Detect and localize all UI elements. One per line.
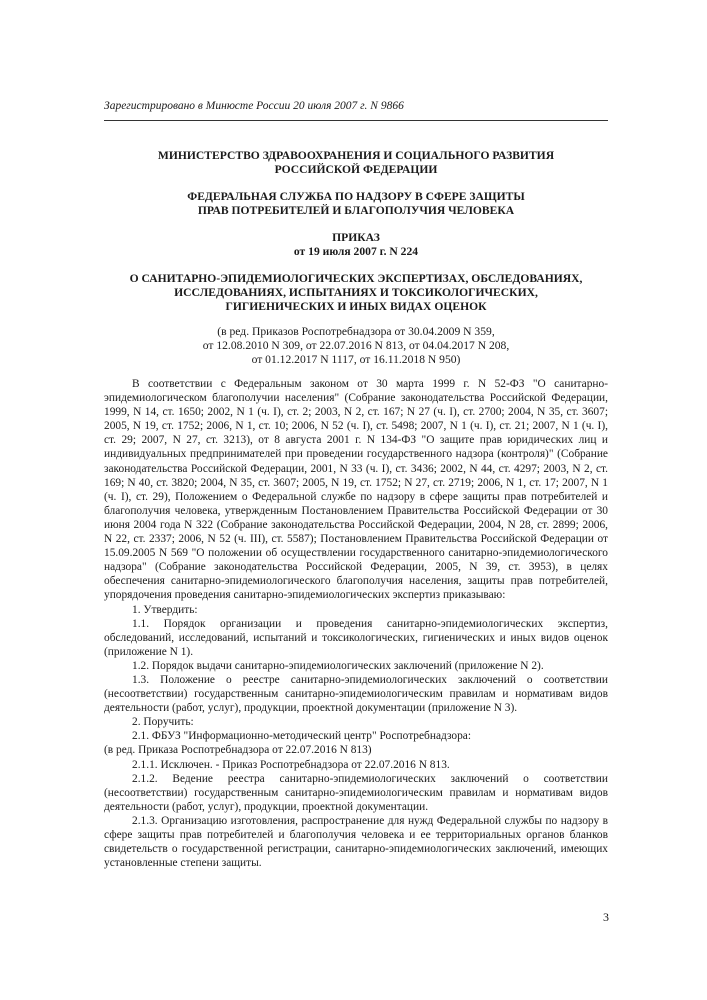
item-2-1-1: 2.1.1. Исключен. - Приказ Роспотребнадзора от 22.07.2016 N 813. <box>132 758 450 771</box>
registration-note: Зарегистрировано в Минюсте России 20 июля 2007 г. N 9866 <box>104 100 404 112</box>
subject-line: ГИГИЕНИЧЕСКИХ И ИНЫХ ВИДАХ ОЦЕНОК <box>225 300 487 313</box>
amendment-line: от 12.08.2010 N 309, от 22.07.2016 N 813, от 04.04.2017 N 208, <box>202 339 510 352</box>
page-number: 3 <box>603 910 609 924</box>
amendment-line: от 01.12.2017 N 1117, от 16.11.2018 N 950) <box>251 353 461 366</box>
item-2-1-2: 2.1.2. Ведение реестра санитарно-эпидемиологических заключений о соответствии (несоответствии) государственным санитарно-эпидемиологическим правилам и нормативам видов деятельности (работ, услуг), продукции, проектной документации. <box>104 772 608 813</box>
item-2-1-3: 2.1.3. Организацию изготовления, распространение для нужд Федеральной службы по надзору в сфере защиты прав потребителей и благополучия человека и ее территориальных органов бланков свидетельств о государственной регистрации, санитарно-эпидемиологических заключений, имеющих установленные степени защиты. <box>104 814 608 870</box>
amendments-note <box>104 325 608 367</box>
service-line: ПРАВ ПОТРЕБИТЕЛЕЙ И БЛАГОПОЛУЧИЯ ЧЕЛОВЕКА <box>197 204 515 217</box>
item-2-1: 2.1. ФБУЗ "Информационно-методический центр" Роспотребнадзора: <box>132 730 471 743</box>
order-heading <box>104 231 608 259</box>
ministry-line: МИНИСТЕРСТВО ЗДРАВООХРАНЕНИЯ И СОЦИАЛЬНОГО РАЗВИТИЯ <box>157 149 555 162</box>
service-heading <box>104 190 608 218</box>
item-1-3: 1.3. Положение о реестре санитарно-эпидемиологических заключений о соответствии (несоответствии) государственным санитарно-эпидемиологическим правилам и нормативам видов деятельности (работ, услуг), продукции, проектной документации (приложение N 3). <box>104 673 608 715</box>
preamble-paragraph: В соответствии с Федеральным законом от 30 марта 1999 г. N 52-ФЗ "О санитарно-эпидемиологическом благополучии населения" (Собрание законодательства Российской Федерации, 1999, N 14, ст. 1650; 2002, N 1 (ч. I), ст. 2; 2003, N 2, ст. 167; N 27 (ч. I), ст. 2700; 2004, N 35, ст. 3607; 2005, N 19, ст. 1752; 2006, N 1, ст. 10; 2006, N 52 (ч. I), ст. 5498; 2007, N 1 (ч. I), ст. 21; 2007, N 1 (ч. I), ст. 29; 2007, N 27, ст. 3213), от 8 августа 2001 г. N 134-ФЗ "О защите прав юридических лиц и индивидуальных предпринимателей при проведении государственного надзора (контроля)" (Собрание законодательства Российской Федерации, 2001, N 33 (ч. I), ст. 3436; 2002, N 44, ст. 4297; 2003, N 2, ст. 169; N 40, ст. 3820; 2004, N 35, ст. 3607; 2005, N 19, ст. 1752; N 27, ст. 2719; 2006, N 1, ст. 17; 2007, N 1 (ч. I), ст. 29), Положением о Федеральной службе по надзору в сфере защиты прав потребителей и благополучия человека, утвержденным Постановлением Правительства Российской Федерации от 30 июня 2004 года N 322 (Собрание законодательства Российской Федерации, 2004, N 28, ст. 2899; 2006, N 22, ст. 2337; 2006, N 52 (ч. III), ст. 5587); Постановлением Правительства Российской Федерации от 15.09.2005 N 569 "О положении об осуществлении государственного санитарно-эпидемиологического надзора" (Собрание законодательства Российской Федерации, 2005, N 39, ст. 3953), в целях обеспечения санитарно-эпидемиологического благополучия населения, защиты прав потребителей, упорядочения проведения санитарно-эпидемиологических экспертиз приказываю: <box>104 378 608 602</box>
order-body <box>104 377 608 870</box>
order-date: от 19 июля 2007 г. N 224 <box>293 245 419 258</box>
order-subject <box>104 272 608 314</box>
item-1: 1. Утвердить: <box>132 603 198 616</box>
item-1-1: 1.1. Порядок организации и проведения санитарно-эпидемиологических экспертиз, обследований, исследований, испытаний и токсикологических, гигиенических и иных видов оценок (приложение N 1). <box>104 617 608 658</box>
item-2: 2. Поручить: <box>132 716 194 729</box>
item-1-2: 1.2. Порядок выдачи санитарно-эпидемиологических заключений (приложение N 2). <box>132 659 544 672</box>
ministry-line: РОССИЙСКОЙ ФЕДЕРАЦИИ <box>274 163 438 176</box>
subject-line: ИССЛЕДОВАНИЯХ, ИСПЫТАНИЯХ И ТОКСИКОЛОГИЧЕСКИХ, <box>174 286 538 299</box>
order-title: ПРИКАЗ <box>332 231 380 244</box>
item-2-1-amendment: (в ред. Приказа Роспотребнадзора от 22.07.2016 N 813) <box>104 744 372 757</box>
amendment-line: (в ред. Приказов Роспотребнадзора от 30.04.2009 N 359, <box>217 325 495 338</box>
service-line: ФЕДЕРАЛЬНАЯ СЛУЖБА ПО НАДЗОРУ В СФЕРЕ ЗАЩИТЫ <box>187 190 525 203</box>
registration-divider <box>104 120 608 121</box>
ministry-heading <box>104 149 608 177</box>
subject-line: О САНИТАРНО-ЭПИДЕМИОЛОГИЧЕСКИХ ЭКСПЕРТИЗАХ, ОБСЛЕДОВАНИЯХ, <box>129 272 583 285</box>
